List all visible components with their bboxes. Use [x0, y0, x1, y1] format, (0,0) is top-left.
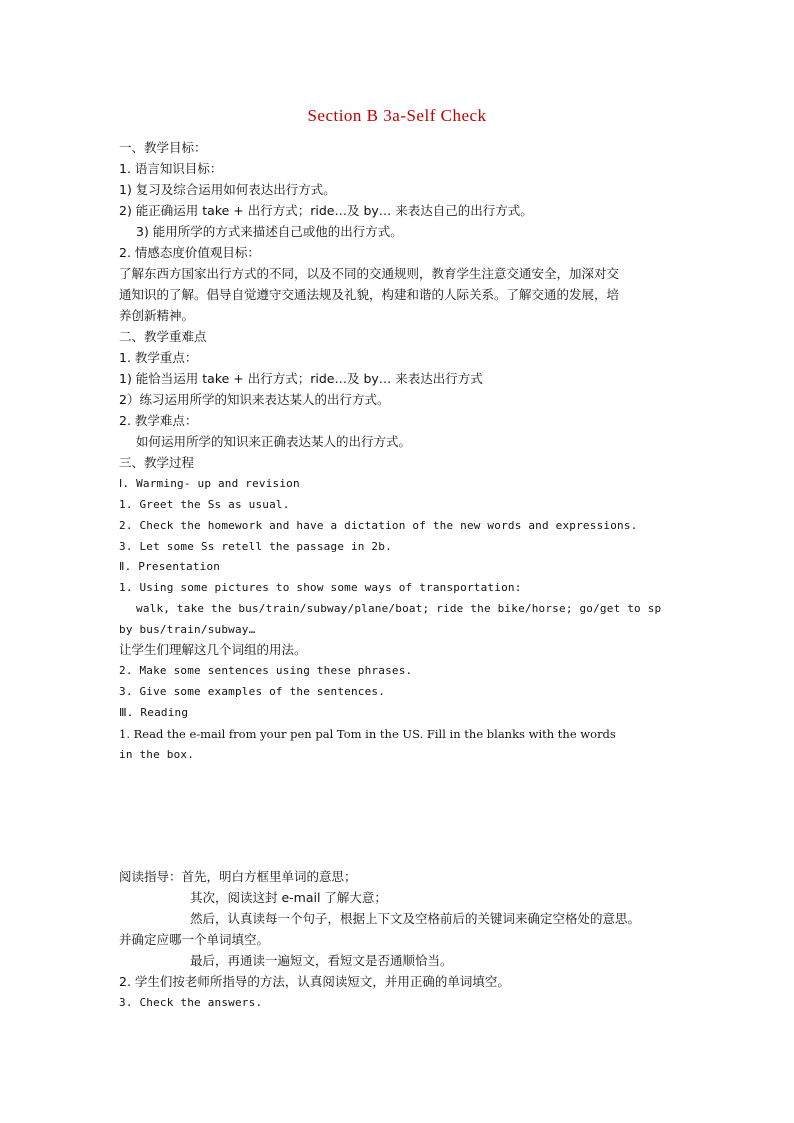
- subsection-heading: Ⅱ. Presentation: [119, 560, 221, 573]
- text-line: 1) 复习及综合运用如何表达出行方式。: [119, 182, 336, 197]
- text-line: 3. Check the answers.: [119, 996, 263, 1009]
- reading-guide-line: 最后，再通读一遍短文，看短文是否通顺恰当。: [190, 953, 453, 968]
- paragraph-line: 了解东西方国家出行方式的不同，以及不同的交通规则，教育学生注意交通安全，加深对交: [119, 266, 620, 281]
- reading-guide-line: 并确定应哪一个单词填空。: [119, 932, 270, 947]
- text-line: walk, take the bus/train/subway/plane/boat; ride the bike/horse; go/get to sp: [136, 602, 662, 615]
- section-heading: 二、教学重难点: [119, 329, 207, 344]
- subsection-heading: Ⅲ. Reading: [119, 706, 189, 719]
- paragraph-line: 养创新精神。: [119, 308, 195, 323]
- text-line: 3. Let some Ss retell the passage in 2b.: [119, 540, 392, 553]
- text-line: 1. Greet the Ss as usual.: [119, 498, 290, 511]
- reading-guide-line: 其次，阅读这封 e-mail 了解大意；: [190, 890, 387, 905]
- reading-guide-line: 然后，认真读每一个句子，根据上下文及空格前后的关键词来确定空格处的意思。: [190, 911, 641, 926]
- section-heading: 一、教学目标：: [119, 140, 207, 155]
- text-line: 1. Using some pictures to show some ways of transportation:: [119, 581, 522, 594]
- paragraph-line: 通知识的了解。倡导自觉遵守交通法规及礼貌，构建和谐的人际关系。了解交通的发展，培: [119, 287, 620, 302]
- text-line: 2. Make some sentences using these phrases.: [119, 664, 413, 677]
- text-line: 1) 能恰当运用 take + 出行方式；ride…及 by… 来表达出行方式: [119, 371, 483, 386]
- section-heading: 三、教学过程: [119, 455, 195, 470]
- text-line: 3) 能用所学的方式来描述自己或他的出行方式。: [136, 224, 403, 239]
- text-line: 2) 能正确运用 take + 出行方式；ride…及 by… 来表达自己的出行方式。: [119, 203, 533, 218]
- text-line: 2. 情感态度价值观目标：: [119, 245, 260, 260]
- text-line: 3. Give some examples of the sentences.: [119, 685, 386, 698]
- text-line: 让学生们理解这几个词组的用法。: [119, 642, 307, 657]
- document-title: Section B 3a-Self Check: [307, 106, 487, 125]
- reading-guide-line: 阅读指导：首先，明白方框里单词的意思；: [119, 869, 357, 884]
- subsection-heading: Ⅰ. Warming- up and revision: [119, 477, 300, 490]
- text-line: by bus/train/subway…: [119, 623, 256, 636]
- text-line: 2. Check the homework and have a dictation of the new words and expressions.: [119, 519, 638, 532]
- text-line: in the box.: [119, 748, 195, 761]
- text-line: 2. 学生们按老师所指导的方法，认真阅读短文，并用正确的单词填空。: [119, 974, 510, 989]
- text-line: 1. 教学重点：: [119, 350, 198, 365]
- text-line: 2. 教学难点：: [119, 413, 198, 428]
- text-line: 2）练习运用所学的知识来表达某人的出行方式。: [119, 392, 390, 407]
- text-line: 1. 语言知识目标：: [119, 161, 223, 176]
- text-line: 1. Read the e-mail from your pen pal Tom in the US. Fill in the blanks with the words: [119, 727, 616, 741]
- text-line: 如何运用所学的知识来正确表达某人的出行方式。: [136, 434, 412, 449]
